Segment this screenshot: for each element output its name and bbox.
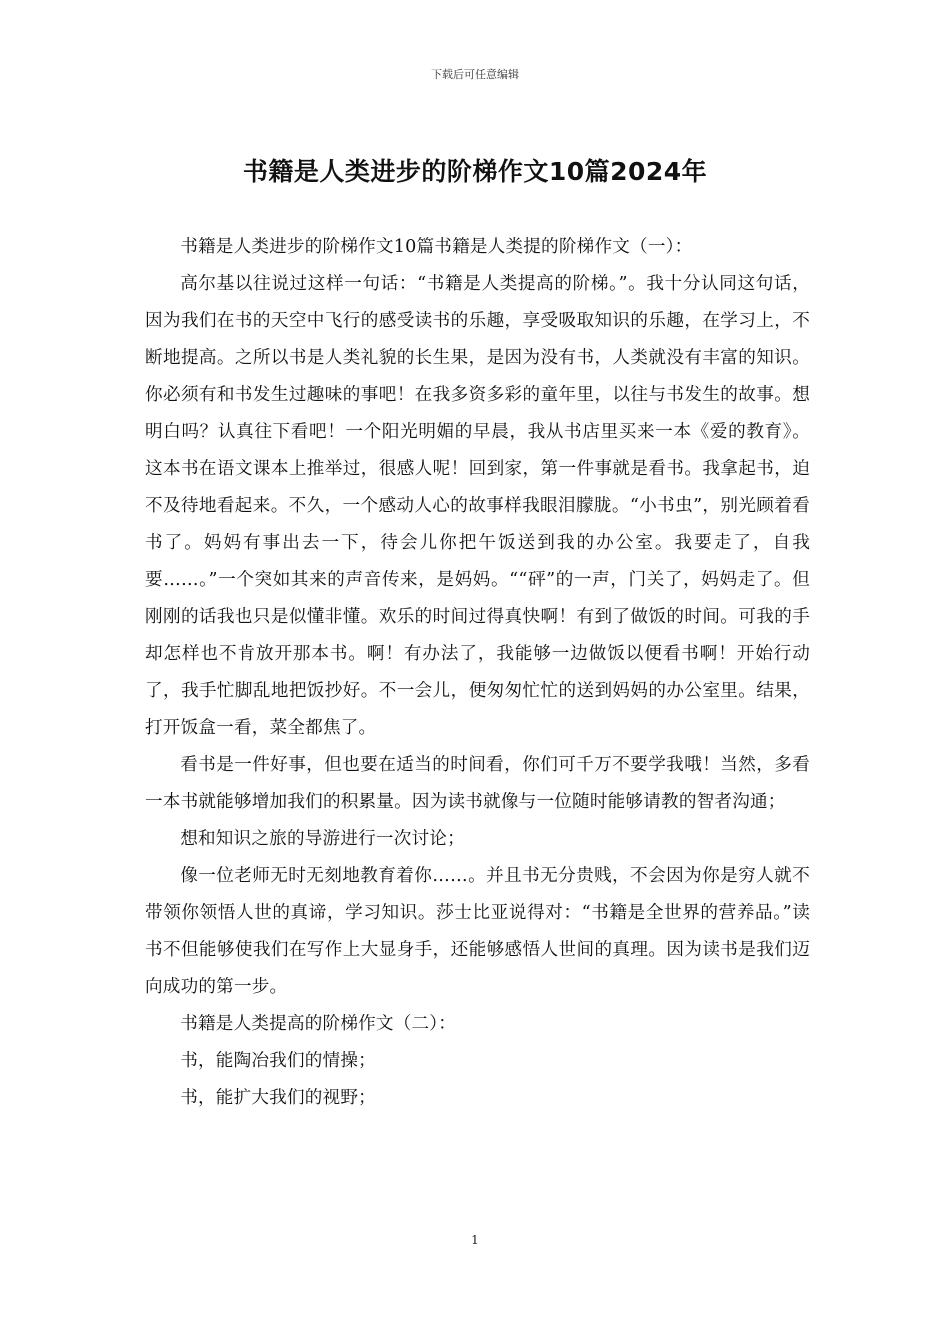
paragraph-book-sentiment: 书，能陶冶我们的情操； (180, 1051, 376, 1071)
paragraph-intro: 书籍是人类进步的阶梯作文10篇书籍是人类提的阶梯作文（一）： (180, 237, 693, 257)
paragraph-reflection: 看书是一件好事，但也要在适当的时间看，你们可千万不要学我哦！当然，多看一本书就能够增加我们的积累量。因为读书就像与一位随时能够请教的智者沟通； (145, 755, 810, 812)
page-header-note: 下载后可任意编辑 (431, 68, 519, 81)
document-body (145, 229, 810, 1117)
page-number: 1 (471, 1233, 479, 1247)
document-title: 书籍是人类进步的阶梯作文10篇2024年 (242, 157, 708, 186)
paragraph-essay-two-heading: 书籍是人类提高的阶梯作文（二）： (180, 1014, 457, 1034)
paragraph-story: 高尔基以往说过这样一句话：“书籍是人类提高的阶梯。”。我十分认同这句话，因为我们在书的天空中飞行的感受读书的乐趣，享受吸取知识的乐趣，在学习上，不断地提高。之所以书是人类礼貌的长生果，是因为没有书，人类就没有丰富的知识。你必须有和书发生过趣味的事吧！在我多资多彩的童年里，以往与书发生的故事。想明白吗？认真往下看吧！一个阳光明媚的早晨，我从书店里买来一本《爱的教育》。这本书在语文课本上推举过，很感人呢！回到家，第一件事就是看书。我拿起书，迫不及待地看起来。不久，一个感动人心的故事样我眼泪朦胧。“小书虫”，别光顾着看书了。妈妈有事出去一下，待会儿你把午饭送到我的办公室。我要走了，自我要……。”一个突如其来的声音传来，是妈妈。““砰”的一声，门关了，妈妈走了。但刚刚的话我也只是似懂非懂。欢乐的时间过得真快啊！有到了做饭的时间。可我的手却怎样也不肯放开那本书。啊！有办法了，我能够一边做饭以便看书啊！开始行动了，我手忙脚乱地把饭抄好。不一会儿，便匆匆忙忙的送到妈妈的办公室里。结果，打开饭盒一看，菜全都焦了。 (145, 274, 810, 738)
paragraph-book-vision: 书，能扩大我们的视野； (180, 1088, 376, 1108)
paragraph-teacher: 像一位老师无时无刻地教育着你……。并且书无分贵贱，不会因为你是穷人就不带领你领悟人世的真谛，学习知识。莎士比亚说得对：“书籍是全世界的营养品。”读书不但能够使我们在写作上大显身手，还能够感悟人世间的真理。因为读书是我们迈向成功的第一步。 (145, 866, 810, 997)
paragraph-tour-guide: 想和知识之旅的导游进行一次讨论； (180, 829, 465, 849)
